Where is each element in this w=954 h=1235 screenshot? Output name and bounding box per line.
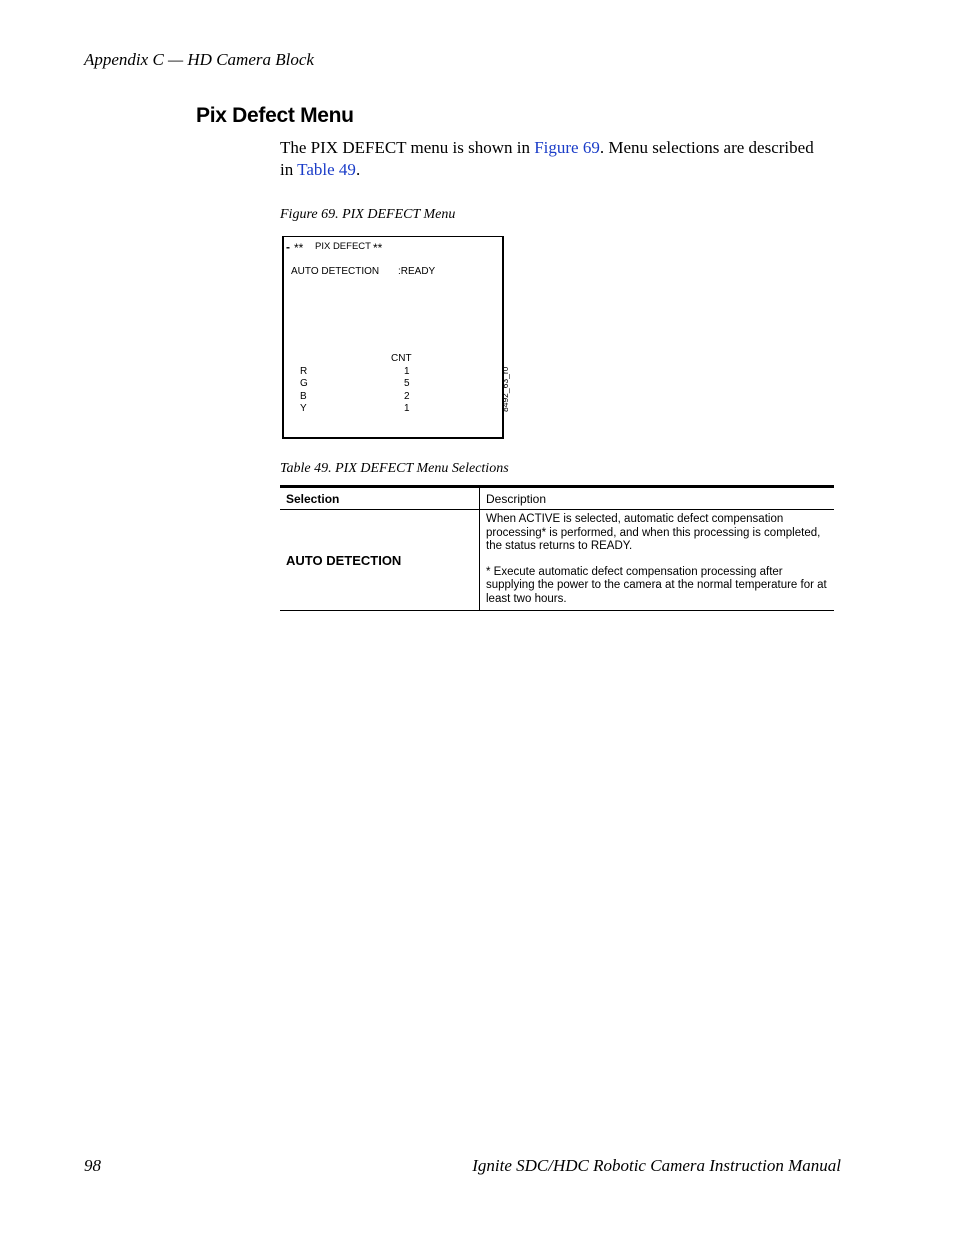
description-column-header: Description [480, 487, 835, 510]
intro-text-1: The PIX DEFECT menu is shown in [280, 138, 535, 157]
row-count-g: 5 [404, 378, 410, 389]
row-label-b: B [300, 391, 307, 402]
manual-title: Ignite SDC/HDC Robotic Camera Instruction Manual [472, 1156, 841, 1175]
row-label-r: R [300, 366, 308, 377]
description-cell [480, 510, 835, 611]
stars-left: ** [294, 241, 304, 255]
table-caption: Table 49. PIX DEFECT Menu Selections [280, 461, 509, 476]
page-number: 98 [84, 1156, 101, 1175]
running-head: Appendix C — HD Camera Block [84, 50, 314, 69]
stars-right: ** [373, 241, 383, 255]
intro-text-3: . [355, 159, 361, 179]
cnt-header: CNT [391, 353, 412, 364]
row-label-y: Y [300, 403, 307, 414]
figure-caption: Figure 69. PIX DEFECT Menu [280, 207, 456, 222]
intro-text-2: . Menu selections are described in [280, 138, 814, 179]
description-note: * Execute automatic defect compensation processing after supplying the power to the camera at the normal temperature for at least two hours. [486, 565, 827, 605]
menu-title: PIX DEFECT [315, 241, 371, 252]
selections-table [280, 485, 834, 611]
section-title: Pix Defect Menu [196, 104, 354, 127]
selection-column-header: Selection [286, 491, 340, 506]
figure-id: 8492_63_r0 [500, 366, 510, 412]
row-count-b: 2 [404, 391, 410, 402]
auto-detection-label: AUTO DETECTION [291, 266, 380, 277]
table-row [280, 510, 834, 611]
selection-cell: AUTO DETECTION [286, 552, 402, 568]
table-49-link[interactable]: Table 49 [297, 159, 356, 179]
description-paragraph: When ACTIVE is selected, automatic defect compensation processing* is performed, and when this processing is completed, the status returns to READY. [486, 513, 821, 552]
figure-69-link[interactable]: Figure 69 [534, 138, 600, 157]
pix-defect-menu-screen [282, 236, 504, 439]
table-header-row [280, 487, 834, 510]
row-label-g: G [300, 378, 308, 389]
row-count-y: 1 [404, 403, 410, 414]
cursor-marker: - [286, 240, 290, 254]
intro-paragraph [280, 137, 820, 180]
auto-detection-value: :READY [398, 266, 436, 277]
row-count-r: 1 [404, 366, 410, 377]
